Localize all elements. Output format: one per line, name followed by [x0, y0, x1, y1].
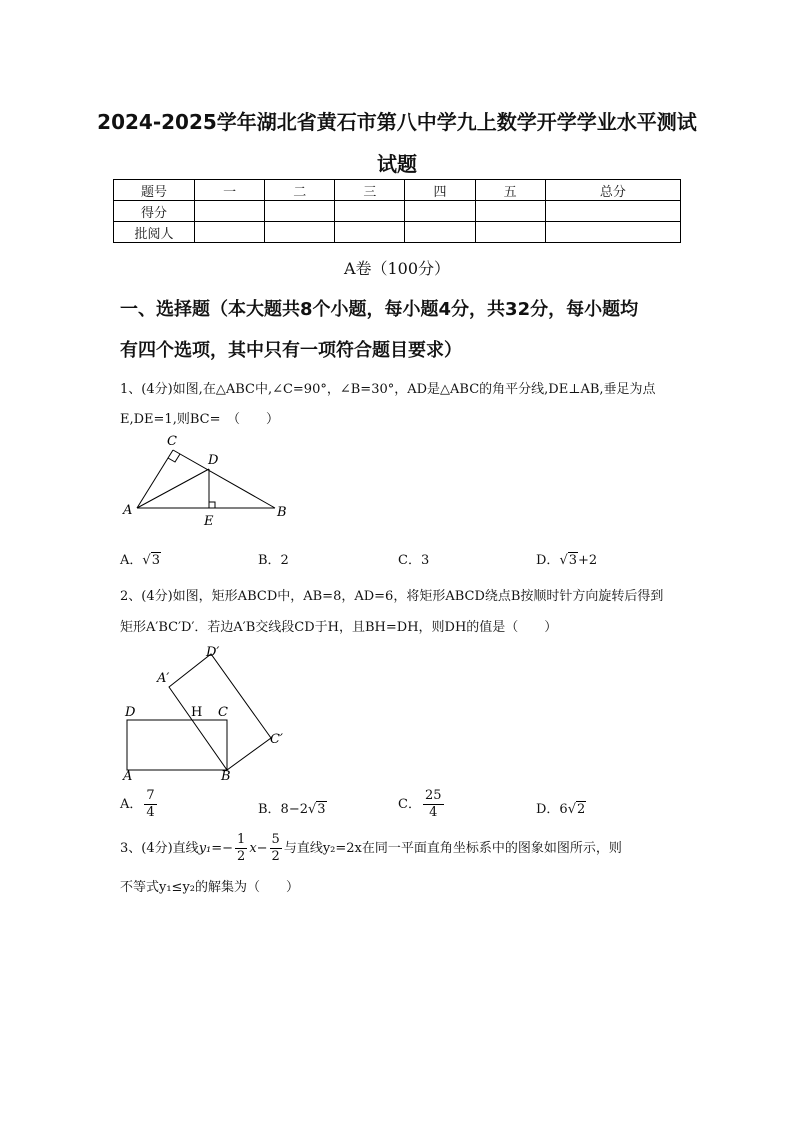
- denominator: 2: [237, 849, 246, 864]
- score-cell[interactable]: [265, 222, 335, 243]
- radicand: 3: [317, 802, 326, 817]
- label-d-prime: D′: [206, 645, 220, 660]
- q1-text-line1: 1、(4分)如图,在△ABC中,∠C=90°，∠B=30°，AD是△ABC的角平分线,DE⊥AB,垂足为点: [120, 382, 656, 397]
- score-header-cell: 五: [475, 180, 545, 201]
- q2-option-a[interactable]: [120, 788, 159, 821]
- score-header-cell: 二: [265, 180, 335, 201]
- q2-option-b[interactable]: [258, 798, 327, 817]
- q3-prefix: 3、(4分)直线: [120, 841, 199, 856]
- title-line-2: 试题: [377, 152, 417, 176]
- numerator: 5: [271, 832, 280, 847]
- score-cell[interactable]: [335, 201, 405, 222]
- radicand: 3: [151, 553, 160, 568]
- score-cell[interactable]: [265, 201, 335, 222]
- label-b: B: [277, 505, 287, 520]
- score-row-label: 批阅人: [114, 222, 195, 243]
- score-row-label: 得分: [114, 201, 195, 222]
- label-b: B: [221, 769, 231, 782]
- segment-cb: [173, 450, 275, 508]
- section1-heading-line1: 一、选择题（本大题共8个小题，每小题4分，共32分，每小题均: [120, 299, 639, 320]
- score-header-cell: 总分: [545, 180, 680, 201]
- score-cell[interactable]: [475, 222, 545, 243]
- numerator: 7: [146, 788, 155, 803]
- section1-heading-line2: 有四个选项，其中只有一项符合题目要求）: [120, 340, 462, 361]
- option-label: D．6: [536, 802, 568, 817]
- q2-option-c[interactable]: [398, 788, 446, 821]
- q2-option-d[interactable]: [536, 798, 586, 817]
- score-cell[interactable]: [335, 222, 405, 243]
- q1-triangle-figure: [115, 430, 305, 530]
- q3-suffix: 与直线y₂=2x在同一平面直角坐标系中的图象如图所示，则: [283, 841, 622, 856]
- sqrt-expression: √2: [567, 802, 586, 817]
- q1-option-c[interactable]: C．3: [398, 553, 430, 568]
- right-angle-mark-e: [209, 502, 215, 508]
- score-header-cell: 一: [195, 180, 265, 201]
- q1-option-b[interactable]: B．2: [258, 553, 289, 568]
- title-line-1: 2024-2025学年湖北省黄石市第八中学九上数学开学学业水平测试: [97, 110, 697, 134]
- juan-heading: A卷（100分）: [343, 259, 451, 278]
- fraction: [235, 832, 247, 865]
- q2-rectangle-figure: [115, 642, 305, 782]
- score-cell[interactable]: [475, 201, 545, 222]
- q2-text-line1: 2、(4分)如图，矩形ABCD中，AB=8，AD=6，将矩形ABCD绕点B按顺时针方向旋转后得到: [120, 589, 664, 604]
- option-label: D．: [536, 553, 560, 568]
- score-header-cell: 四: [405, 180, 475, 201]
- fraction: [423, 788, 444, 821]
- fraction: [270, 832, 282, 865]
- score-cell[interactable]: [545, 222, 680, 243]
- score-cell[interactable]: [195, 201, 265, 222]
- q1-option-d[interactable]: [536, 549, 597, 568]
- score-header-cell: 题号: [114, 180, 195, 201]
- q3-text-line2: 不等式y₁≤y₂的解集为（ ）: [120, 880, 300, 895]
- numerator: 25: [424, 788, 442, 803]
- numerator: 1: [237, 832, 246, 847]
- denominator: 2: [271, 849, 280, 864]
- denominator: 4: [429, 805, 438, 820]
- score-cell[interactable]: [405, 201, 475, 222]
- sqrt-expression: √3: [142, 553, 160, 568]
- score-cell[interactable]: [405, 222, 475, 243]
- label-e: E: [204, 514, 214, 529]
- score-table-row: [114, 201, 681, 222]
- label-a: A: [123, 769, 133, 782]
- score-cell[interactable]: [195, 222, 265, 243]
- sqrt-expression: √3: [559, 553, 578, 568]
- label-h: H: [191, 705, 203, 720]
- q3-y1: y₁=−: [198, 841, 234, 856]
- q1-text-line2: E,DE=1,则BC= （ ）: [120, 412, 279, 427]
- option-tail: +2: [578, 553, 598, 568]
- label-c: C: [167, 434, 177, 449]
- q3-x-minus: x−: [249, 841, 268, 856]
- label-c-prime: C′: [270, 732, 283, 747]
- score-header-cell: 三: [335, 180, 405, 201]
- radicand: 3: [568, 553, 578, 568]
- score-table-row: [114, 222, 681, 243]
- option-label: A．: [120, 553, 143, 568]
- sqrt-expression: √3: [308, 802, 326, 817]
- label-d: D: [208, 453, 219, 468]
- q3-text-line1: [120, 832, 622, 865]
- option-label: C．: [398, 797, 421, 812]
- rectangle-abcd: [127, 720, 227, 770]
- label-a: A: [123, 503, 133, 518]
- q2-text-line2: 矩形A′BC′D′．若边A′B交线段CD于H，且BH=DH，则DH的值是（ ）: [120, 620, 558, 635]
- label-c: C: [218, 705, 228, 720]
- score-cell[interactable]: [545, 201, 680, 222]
- segment-ad: [137, 469, 209, 508]
- label-a-prime: A′: [157, 671, 170, 686]
- option-label: A．: [120, 797, 143, 812]
- segment-ac: [137, 450, 173, 508]
- fraction: [144, 788, 156, 821]
- label-d: D: [125, 705, 136, 720]
- option-label: B．8−2: [258, 802, 308, 817]
- score-table: [113, 179, 681, 243]
- radicand: 2: [577, 802, 586, 817]
- score-table-header-row: [114, 180, 681, 201]
- denominator: 4: [146, 805, 155, 820]
- q1-option-a[interactable]: [120, 549, 161, 568]
